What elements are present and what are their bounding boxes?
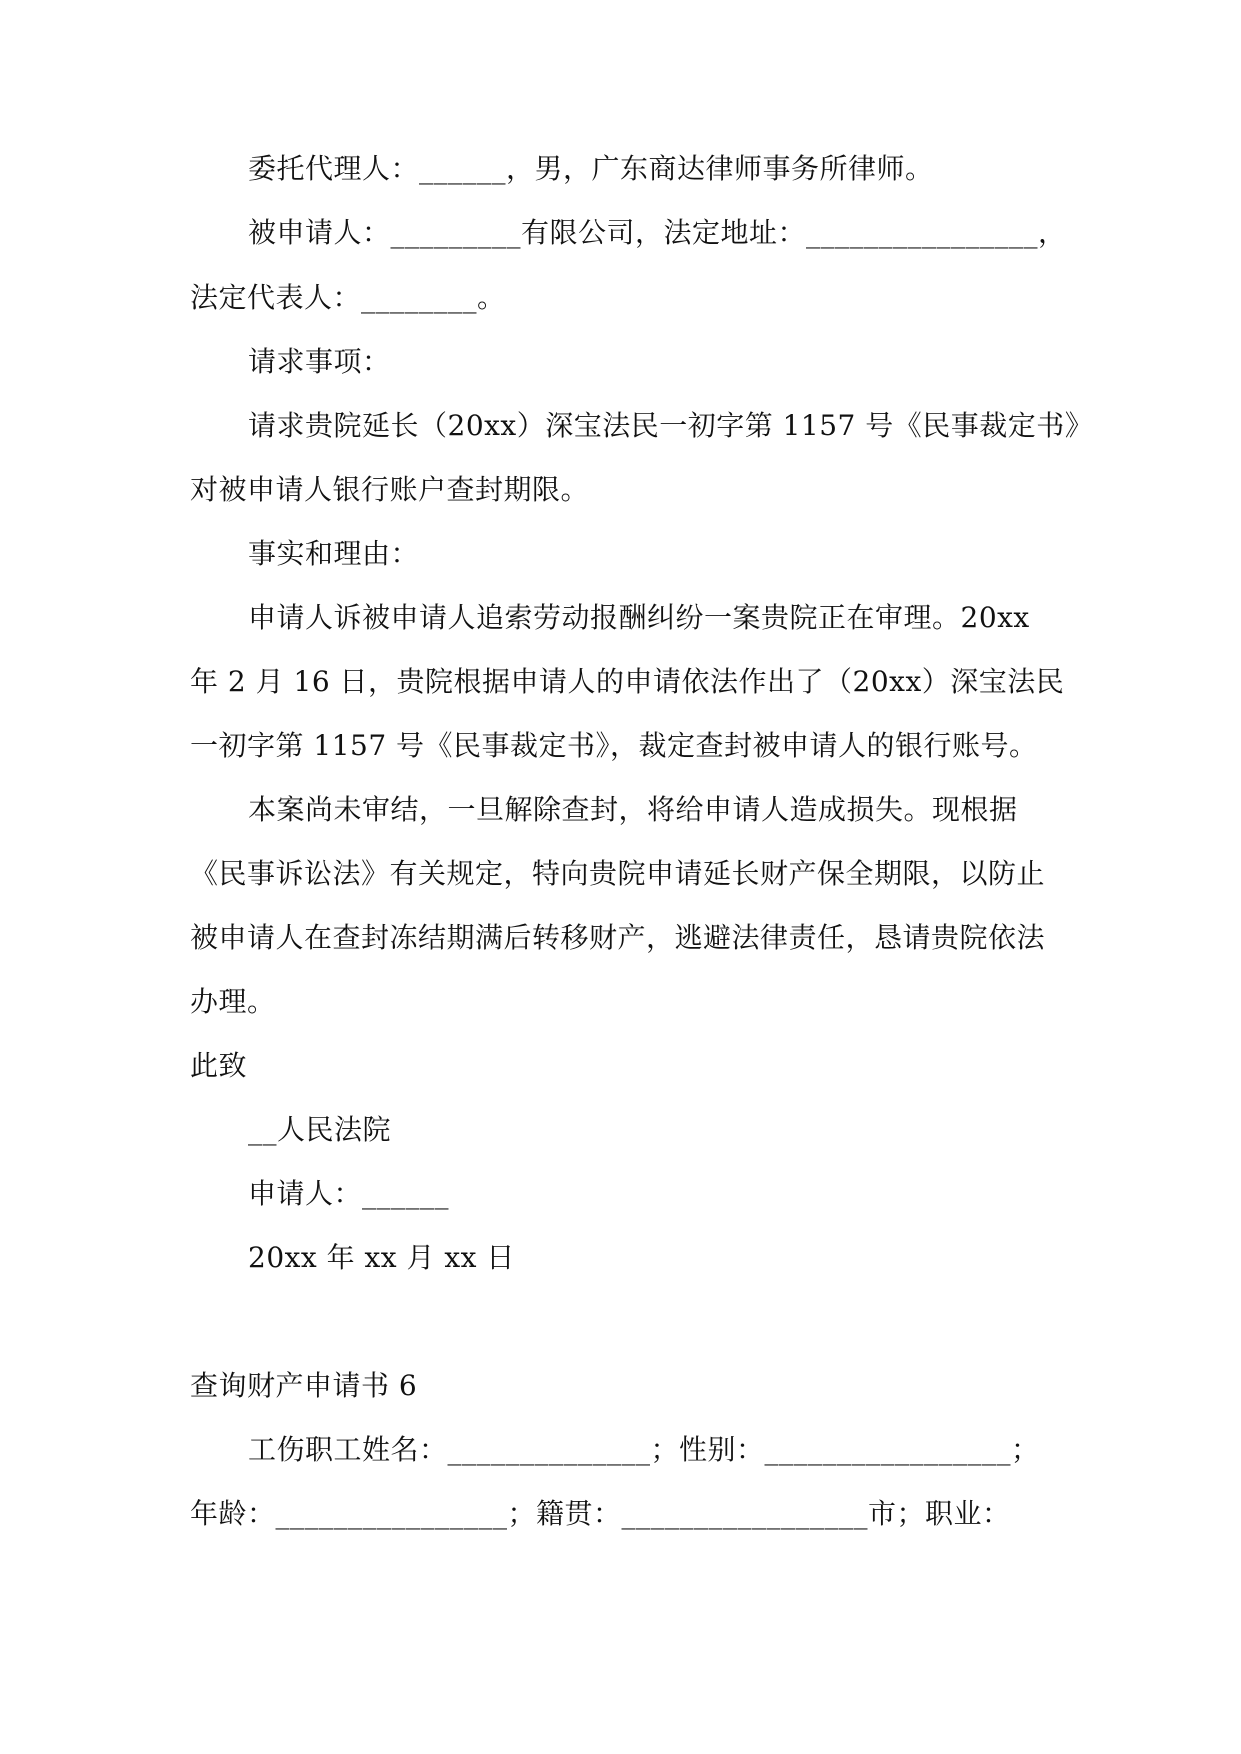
claims-text-2: 对被申请人银行账户查封期限。 bbox=[190, 473, 590, 506]
facts-text-1: 申请人诉被申请人追索劳动报酬纠纷一案贵院正在审理。20xx bbox=[248, 601, 1030, 634]
section-title: 查询财产申请书 6 bbox=[190, 1369, 418, 1402]
legal-rep-line: 法定代表人：________。 bbox=[190, 281, 506, 314]
facts-text-7: 办理。 bbox=[190, 985, 276, 1018]
claims-heading: 请求事项： bbox=[248, 345, 391, 378]
respondent-line: 被申请人：_________有限公司，法定地址：________________， bbox=[248, 216, 1067, 249]
agent-line: 委托代理人：______，男，广东商达律师事务所律师。 bbox=[248, 152, 934, 185]
facts-text-3: 一初字第 1157 号《民事裁定书》，裁定查封被申请人的银行账号。 bbox=[190, 729, 1038, 762]
worker-info-line-2: 年龄：________________；籍贯：_________________市；职业： bbox=[190, 1497, 1011, 1530]
facts-text-6: 被申请人在查封冻结期满后转移财产，逃避法律责任，恳请贵院依法 bbox=[190, 921, 1046, 954]
worker-info-line-1: 工伤职工姓名：______________；性别：_________________； bbox=[248, 1433, 1040, 1466]
claims-text-1: 请求贵院延长（20xx）深宝法民一初字第 1157 号《民事裁定书》 bbox=[248, 409, 1094, 442]
salutation: 此致 bbox=[190, 1049, 248, 1082]
date-line: 20xx 年 xx 月 xx 日 bbox=[248, 1241, 515, 1274]
facts-text-2: 年 2 月 16 日，贵院根据申请人的申请依法作出了（20xx）深宝法民 bbox=[190, 665, 1065, 698]
facts-text-4: 本案尚未审结，一旦解除查封，将给申请人造成损失。现根据 bbox=[248, 793, 1018, 826]
applicant-signature: 申请人：______ bbox=[248, 1177, 450, 1210]
facts-heading: 事实和理由： bbox=[248, 537, 420, 570]
court-name: __人民法院 bbox=[248, 1113, 392, 1146]
facts-text-5: 《民事诉讼法》有关规定，特向贵院申请延长财产保全期限，以防止 bbox=[190, 857, 1046, 890]
